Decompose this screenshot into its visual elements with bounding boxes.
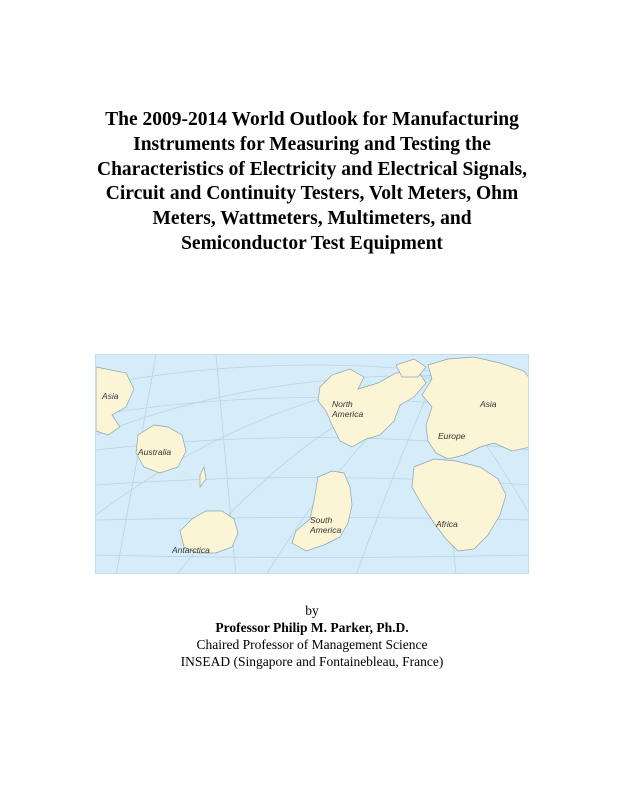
title-line: Instruments for Measuring and Testing the <box>133 133 491 155</box>
byline-by: by <box>305 603 319 618</box>
landmass-new-zealand <box>200 467 206 487</box>
byline <box>0 602 624 670</box>
map-label-asia-west: Asia <box>102 391 119 401</box>
book-title <box>52 108 572 257</box>
map-label-north-america-part: North <box>332 399 353 409</box>
title-line: Meters, Wattmeters, Multimeters, and <box>152 208 472 230</box>
landmass-greenland <box>396 359 426 377</box>
world-map-graphic <box>96 355 529 574</box>
author-position: Chaired Professor of Management Science <box>196 637 428 652</box>
title-line: Semiconductor Test Equipment <box>181 232 443 254</box>
title-line: The 2009-2014 World Outlook for Manufacturing <box>105 109 519 130</box>
map-label-antarctica: Antarctica <box>172 545 210 555</box>
map-label-south-america-part: America <box>310 525 342 535</box>
title-line: Circuit and Continuity Testers, Volt Meters, Ohm <box>105 183 519 205</box>
map-label-north-america-part: America <box>332 409 364 419</box>
map-label-south-america-part: South <box>310 515 333 525</box>
landmass-eurasia <box>422 357 529 459</box>
map-label-africa: Africa <box>436 519 458 529</box>
author-institution: INSEAD (Singapore and Fontainebleau, France) <box>180 654 444 669</box>
map-label-europe: Europe <box>438 431 466 441</box>
title-line: Characteristics of Electricity and Electrical Signals, <box>97 158 527 180</box>
landmass-asia-west <box>96 367 134 435</box>
author-name: Professor Philip M. Parker, Ph.D. <box>215 620 409 635</box>
map-label-australia: Australia <box>138 447 172 457</box>
landmass-south-america <box>292 471 352 551</box>
map-label-asia-east: Asia <box>480 399 497 409</box>
landmass-africa <box>412 459 506 551</box>
world-map <box>95 354 529 574</box>
